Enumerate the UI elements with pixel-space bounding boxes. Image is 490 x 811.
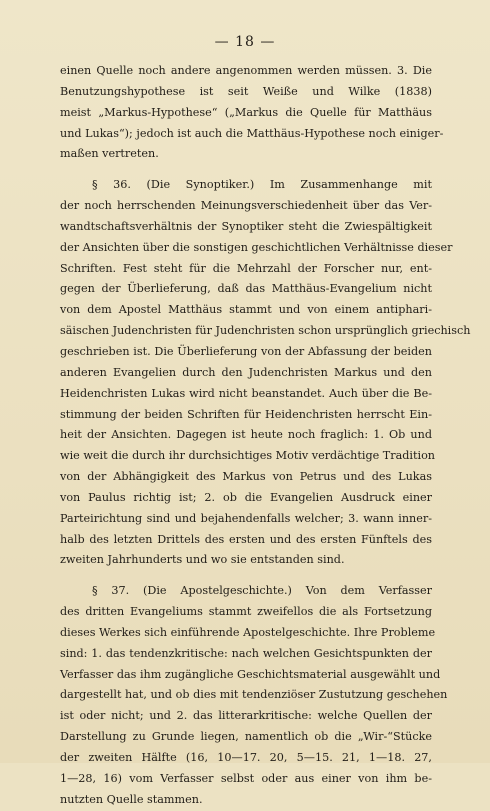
text-line: von dem Apostel Matthäus stammt und von einem antiphari- xyxy=(60,303,432,317)
text-line: halb des letzten Drittels des ersten und des ersten Fünftels des xyxy=(60,532,432,546)
text-line: ist oder nicht; und 2. das litterarkritische: welche Quellen der xyxy=(60,709,432,723)
text-line: zweiten Jahrhunderts und wo sie entstanden sind. xyxy=(60,553,345,567)
text-line: nutzten Quelle stammen. xyxy=(60,792,203,806)
text-line: meist „Markus-Hypothese“ („Markus die Quelle für Matthäus xyxy=(60,105,432,119)
text-line: Heidenchristen Lukas wird nicht beanstandet. Auch über die Be- xyxy=(60,386,432,400)
paragraph-gap xyxy=(60,165,432,175)
text-line: § 36. (Die Synoptiker.) Im Zusammenhange mit xyxy=(92,178,432,192)
text-line: der noch herrschenden Meinungsverschiedenheit über das Ver- xyxy=(60,199,432,213)
paragraph-gap xyxy=(60,571,432,581)
text-line: wie weit die durch ihr durchsichtiges Motiv verdächtige Tradition xyxy=(60,449,436,463)
text-line: von Paulus richtig ist; 2. ob die Evangelien Ausdruck einer xyxy=(60,490,432,504)
text-line: sind: 1. das tendenzkritische: nach welchen Gesichtspunkten der xyxy=(60,646,432,660)
text-line: stimmung der beiden Schriften für Heidenchristen herrscht Ein- xyxy=(60,407,432,421)
body-text xyxy=(60,61,471,811)
text-line: Parteirichtung sind und bejahendenfalls welcher; 3. wann inner- xyxy=(60,511,432,525)
text-line: dargestellt hat, und ob dies mit tendenziöser Zustutzung geschehen xyxy=(60,688,448,702)
text-line: gegen der Überlieferung, daß das Matthäus-Evangelium nicht xyxy=(60,282,432,296)
text-line: wandtschaftsverhältnis der Synoptiker steht die Zwiespältigkeit xyxy=(60,219,432,233)
text-line: anderen Evangelien durch den Judenchristen Markus und den xyxy=(60,365,432,379)
text-line: § 37. (Die Apostelgeschichte.) Von dem Verfasser xyxy=(92,584,432,598)
page-number: — 18 — xyxy=(214,34,276,50)
text-line: dieses Werkes sich einführende Apostelgeschichte. Ihre Probleme xyxy=(60,625,436,639)
text-line: und Lukas“); jedoch ist auch die Matthäus-Hypothese noch einiger- xyxy=(60,126,444,140)
paragraph xyxy=(60,61,444,165)
text-line: des dritten Evangeliums stammt zweifellos die als Fortsetzung xyxy=(60,605,432,619)
text-line: der Ansichten über die sonstigen geschichtlichen Verhältnisse dieser xyxy=(60,240,453,254)
text-line: Benutzungshypothese ist seit Weiße und Wilke (1838) xyxy=(60,84,432,98)
text-line: einen Quelle noch andere angenommen werden müssen. 3. Die xyxy=(60,64,432,77)
text-line: Darstellung zu Grunde liegen, namentlich ob die „Wir-“Stücke xyxy=(60,730,432,744)
text-line: Verfasser das ihm zugängliche Geschichtsmaterial ausgewählt und xyxy=(60,667,441,681)
text-line: von der Abhängigkeit des Markus von Petrus und des Lukas xyxy=(60,470,432,484)
text-line: heit der Ansichten. Dagegen ist heute noch fraglich: 1. Ob und xyxy=(60,428,432,442)
text-line: Schriften. Fest steht für die Mehrzahl der Forscher nur, ent- xyxy=(60,261,432,275)
text-line: säischen Judenchristen für Judenchristen schon ursprünglich griechisch xyxy=(60,324,471,338)
paragraph xyxy=(60,175,471,571)
text-line: 1—28, 16) vom Verfasser selbst oder aus einer von ihm be- xyxy=(60,771,432,785)
paragraph xyxy=(60,581,448,810)
text-line: der zweiten Hälfte (16, 10—17. 20, 5—15. 21, 1—18. 27, xyxy=(60,751,432,764)
text-line: maßen vertreten. xyxy=(60,147,159,161)
text-line: geschrieben ist. Die Überlieferung von der Abfassung der beiden xyxy=(60,344,432,358)
